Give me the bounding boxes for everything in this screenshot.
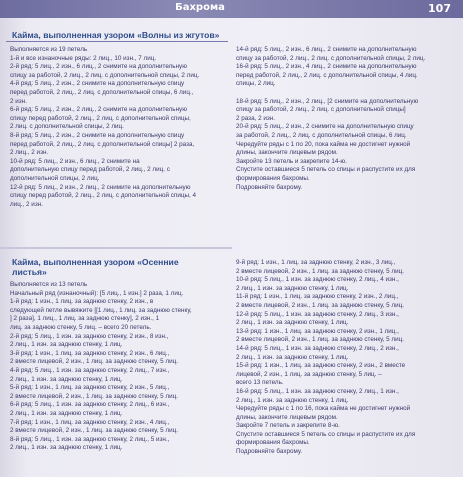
text-line: 8-й ряд: 5 лиц., 1 изн. за заднюю стенку, 2 лиц., 5 изн., <box>10 435 170 443</box>
text-line: 10-й ряд: 5 лиц., 1 изн. за заднюю стенку, 2 лиц., 4 изн., <box>236 276 399 284</box>
text-line: 2 вместе лицевой, 2 изн., 1 лиц. за заднюю стенку, 5 лиц. <box>10 427 178 435</box>
chapter-title: Бахрома <box>175 2 225 13</box>
text-line: Спустите оставшиеся 5 петель со спицы и распустите их для <box>236 430 416 438</box>
text-line: дополнительной спицы, 2 лиц. <box>10 174 100 182</box>
text-line: 2 лиц., 1 изн. за заднюю стенку, 1 лиц. <box>10 444 123 452</box>
text-line: всего 13 петель. <box>236 379 284 387</box>
text-line: формирования бахромы. <box>236 439 310 447</box>
text-line: 1-й и все изнаночные ряды: 2 лиц., 10 изн., 7 лиц. <box>10 54 157 62</box>
text-line: 2 лиц., 1 изн. за заднюю стенку, 1 лиц. <box>10 341 123 349</box>
text-line: спицу за работой, 2 лиц., 2 лиц. с дополнительной спицы, 2 лиц. <box>10 71 200 79</box>
text-line: 2 лиц., 1 изн. за заднюю стенку, 1 лиц. <box>236 284 349 292</box>
text-line: за работой, 2 лиц., 2 лиц. с дополнительной спицы, 6 лиц. <box>236 131 407 139</box>
text-line: формирования бахромы. <box>236 174 310 182</box>
text-line: Выполняется из 13 петель <box>10 281 88 288</box>
section-leaves-right-column <box>236 259 458 457</box>
text-line: 14-й ряд: 5 лиц., 1 изн. за заднюю стенку, 2 лиц., 2 изн., <box>236 344 399 352</box>
text-line: 13-й ряд: 1 изн., 1 лиц. за заднюю стенку, 2 изн., 1 лиц., <box>236 327 399 335</box>
text-line: Начальный ряд (изнаночный): [5 лиц., 1 изн.] 2 раза, 1 лиц. <box>10 289 184 297</box>
text-line: спицу за работой, 2 лиц., 2 лиц. с дополнительной спицы] <box>236 106 406 114</box>
text-line: Подровняйте бахрому. <box>236 448 303 456</box>
text-line: 2 лиц., 2 изн. <box>10 149 49 157</box>
text-line: Выполняется из 19 петель <box>10 46 88 53</box>
section-underline <box>6 41 228 42</box>
text-line: лиц., 2 изн. <box>10 200 43 208</box>
text-line: лиц. за заднюю стенку, 5 лиц. – всего 20 петель. <box>10 323 152 331</box>
text-line: 10-й ряд: 5 лиц., 2 изн., 6 лиц., 2 снимите на <box>10 157 140 165</box>
text-line: 9-й ряд: 1 изн., 1 лиц. за заднюю стенку, 2 изн., 3 лиц., <box>236 259 396 266</box>
text-line: длины, закончите лицевым рядом. <box>236 413 338 421</box>
text-line: спицу за работой, 2 лиц., 2 лиц. с дополнительной спицы, 2 лиц. <box>236 54 426 62</box>
text-line: 2 лиц., 1 изн. за заднюю стенку, 1 лиц. <box>10 409 123 417</box>
text-line: 4-й ряд: 5 лиц., 2 изн., 2 снимите на дополнительную спицу <box>10 80 185 88</box>
text-line: 12-й ряд: 5 лиц., 2 изн., 2 лиц., 2 снимите на дополнительную <box>10 183 191 191</box>
text-line: 7-й ряд: 1 изн., 1 лиц. за заднюю стенку, 2 изн., 4 лиц., <box>10 418 170 426</box>
text-line: 2 вместе лицевой, 2 изн., 1 лиц. за заднюю стенку, 5 лиц. <box>236 301 404 309</box>
text-line: Закройте 13 петель и закрепите 14-ю. <box>236 157 347 165</box>
text-line: Подровняйте бахрому. <box>236 183 303 191</box>
section-title-leaves: Кайма, выполненная узором «Осенние листья» <box>12 257 179 277</box>
text-line: спицы, 2 лиц. <box>236 80 276 88</box>
section-divider <box>0 247 232 249</box>
text-line: ] 2 раза], 1 лиц., 1 лиц. за заднюю стенку], 2 изн., 1 <box>10 315 160 323</box>
text-line: Чередуйте ряды с 1 по 16, пока кайма не достигнет нужной <box>236 405 411 413</box>
text-line: спицу перед работой, 2 лиц., 2 лиц. с дополнительной спицы, 4 <box>10 192 196 200</box>
text-line: 11-й ряд: 1 изн., 1 лиц. за заднюю стенку, 2 изн., 2 лиц., <box>236 293 399 301</box>
text-line: 14-й ряд: 5 лиц., 2 изн., 6 лиц., 2 снимите на дополнительную <box>236 46 417 53</box>
text-line: 20-й ряд: 5 лиц., 2 изн., 2 снимите на дополнительную спицу <box>236 123 414 131</box>
text-line: лицевой, 2 изн., 1 лиц. за заднюю стенку, 5 лиц. – <box>236 370 382 378</box>
text-line: 8-й ряд: 5 лиц., 2 изн., 2 снимите на дополнительную спицу <box>10 131 185 139</box>
section-title-waves: Кайма, выполненная узором «Волны из жгутов» <box>12 30 220 40</box>
text-line: 2-й ряд: 5 лиц., 1 изн. за заднюю стенку, 2 изн., 8 изн., <box>10 332 169 340</box>
text-line: 2 изн. <box>10 97 27 105</box>
text-line: 2 лиц., 1 изн. за заднюю стенку, 1 лиц. <box>10 375 123 383</box>
text-line: следующей петле вывяжите [[1 лиц., 1 лиц. за заднюю стенку, <box>10 306 192 314</box>
text-line: 12-й ряд: 5 лиц., 1 изн. за заднюю стенку, 2 лиц., 3 изн., <box>236 310 399 318</box>
text-line: 16-й ряд: 5 лиц., 2 изн., 4 лиц., 2 снимите на дополнительную <box>236 63 417 71</box>
text-line: 6-й ряд: 5 лиц., 1 изн. за заднюю стенку, 2 лиц., 6 изн., <box>10 401 170 409</box>
section-waves-right-column <box>236 46 458 192</box>
text-line: 2 лиц., 1 изн. за заднюю стенку, 1 лиц. <box>236 353 349 361</box>
text-line: 2 вместе лицевой, 2 изн., 1 лиц. за заднюю стенку, 5 лиц. <box>10 392 178 400</box>
text-line: 5-й ряд: 1 изн., 1 лиц. за заднюю стенку, 2 изн., 5 лиц., <box>10 384 170 392</box>
text-line: перед работой, 2 лиц., 2 лиц. с дополнительной спицы, 4 лиц. <box>236 71 418 79</box>
text-line: 2 лиц., 1 изн. за заднюю стенку, 1 лиц. <box>236 396 349 404</box>
text-line: Закройте 7 петель и закрепите 8-ю. <box>236 422 340 430</box>
text-line: 2 лиц., 1 изн. за заднюю стенку, 1 лиц. <box>236 319 349 327</box>
text-line: спицу перед работой, 2 лиц., 2 лиц. с дополнительной спицы, <box>10 114 191 122</box>
section-leaves-left-column <box>10 281 232 453</box>
text-line: перед работой, 2 лиц., 2 лиц. с дополнительной спицы, 6 лиц., <box>10 88 194 96</box>
text-line: 18-й ряд: 5 лиц., 2 изн., 2 лиц., [2 снимите на дополнительную <box>236 97 419 105</box>
text-line: Чередуйте ряды с 1 по 20, пока кайма не достигнет нужной <box>236 140 411 148</box>
text-line: перед работой, 2 лиц., 2 лиц. с дополнительной спицы] 2 раза, <box>10 140 195 148</box>
text-line: 15-й ряд: 1 изн., 1 лиц. за заднюю стенку, 2 изн., 2 вместе <box>236 362 406 370</box>
text-line: дополнительную спицу перед работой, 2 лиц., 2 лиц. с <box>10 166 170 174</box>
text-line <box>236 89 458 98</box>
page-number: 107 <box>428 2 451 15</box>
text-line: 16-й ряд: 5 лиц., 1 изн. за заднюю стенку, 2 лиц., 1 изн., <box>236 387 399 395</box>
text-line: 2 вместе лицевой, 2 изн., 1 лиц. за заднюю стенку, 5 лиц. <box>236 336 404 344</box>
text-line: Спустите оставшиеся 5 петель со спицы и распустите их для <box>236 166 416 174</box>
page-header <box>0 0 463 18</box>
text-line: 2-й ряд: 5 лиц., 2 изн., 6 лиц., 2 снимите на дополнительную <box>10 63 187 71</box>
text-line: 3-й ряд: 1 изн., 1 лиц. за заднюю стенку, 2 изн., 6 лиц., <box>10 349 170 357</box>
text-line: 6-й ряд: 5 лиц., 2 изн., 2 лиц., 2 снимите на дополнительную <box>10 106 187 114</box>
section-waves-left-column <box>10 46 232 209</box>
text-line: 2 лиц. с дополнительной спицы, 2 лиц. <box>10 123 124 131</box>
text-line: длины, закончите лицевым рядом. <box>236 149 338 157</box>
text-line: 2 вместе лицевой, 2 изн., 1 лиц. за заднюю стенку, 5 лиц. <box>10 358 178 366</box>
text-line: 4-й ряд: 5 лиц., 1 изн. за заднюю стенку, 2 лиц., 7 изн., <box>10 366 170 374</box>
text-line: 1-й ряд: 1 изн., 1 лиц. за заднюю стенку, 2 изн., в <box>10 298 154 306</box>
text-line: 2 раза, 2 изн. <box>236 114 275 122</box>
text-line: 2 вместе лицевой, 2 изн., 1 лиц. за заднюю стенку, 5 лиц. <box>236 267 404 275</box>
